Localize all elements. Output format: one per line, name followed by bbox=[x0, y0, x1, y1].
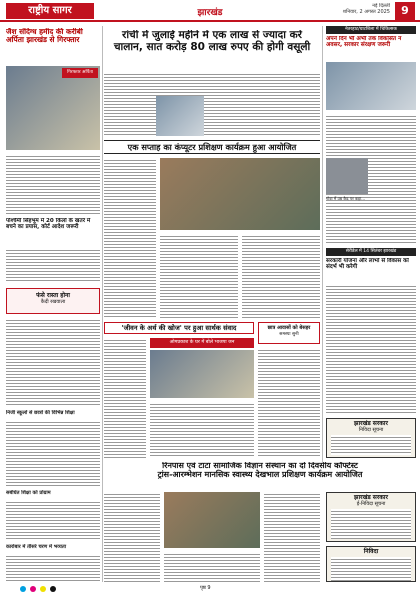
print-color-bar bbox=[0, 584, 420, 594]
left-bottom-text-3 bbox=[6, 554, 100, 582]
center-col-text-3 bbox=[242, 234, 320, 318]
mid-right-box-sub: समस्या सुनी bbox=[279, 332, 299, 337]
mid-feature-text bbox=[104, 338, 146, 458]
left-mid-headline: पश्चिमी सिंहभूम में 20 किलो के खतरे में बचने का प्रयास, कोर्ट आदेश जरूरी bbox=[6, 218, 91, 231]
right-mid-headline: सरकारी योजना और लाभों से विकास को संदर्भ भी करेगी bbox=[326, 258, 409, 271]
left-bottom-headline-1: निजी स्कूलों से छात्रों की विभिन्न शिक्षा bbox=[6, 410, 75, 416]
bottom-text-3 bbox=[264, 492, 320, 582]
left-bottom-headline-3: कारोबार में तीसरे चरण में भव्यता bbox=[6, 544, 67, 550]
ad1-text bbox=[331, 435, 411, 455]
ad2-title: झारखंड सरकार bbox=[354, 494, 388, 501]
left-photo-caption: गिरफ्तार अर्पिता bbox=[62, 68, 98, 78]
ad-box-1 bbox=[326, 418, 416, 458]
bottom-photo bbox=[164, 492, 260, 548]
mid-feature-text-2 bbox=[150, 402, 254, 458]
lead-headline-line2: चालान, सात करोड़ 80 लाख रुपए की होगी वसूली bbox=[113, 40, 311, 53]
bottom-text-1 bbox=[104, 492, 160, 582]
newspaper-brand: राष्ट्रीय सागर bbox=[6, 3, 94, 19]
mid-feature-photo bbox=[150, 350, 254, 398]
color-dot-black bbox=[50, 586, 56, 592]
mid-right-box bbox=[258, 322, 320, 344]
center-right-photo bbox=[326, 158, 368, 194]
mid-right-box-headline: छात्र आवासों को बेसहर bbox=[267, 325, 311, 331]
page-number: 9 bbox=[395, 2, 415, 20]
section-title: झारखंड bbox=[197, 8, 223, 18]
left-bottom-headline-2: सबंधित शिक्षा को प्रोग्राम bbox=[6, 490, 51, 496]
left-box-text: कैदी रखवाला bbox=[40, 299, 66, 305]
right-mid-kicker: सेरीडेल में 14 सितंबर झारखंड bbox=[326, 248, 416, 256]
center-col-text-2 bbox=[160, 234, 238, 318]
edition-info: नई दिल्ली शनिवार, 2 अगस्त 2025 bbox=[342, 3, 390, 15]
color-dot-yellow bbox=[40, 586, 46, 592]
lead-headline bbox=[104, 30, 320, 68]
left-box bbox=[6, 288, 100, 314]
right-top-kicker: नेतरहाट/घाटशिला में चिकित्सक bbox=[326, 26, 416, 34]
center-banner-headline: एक सप्ताह का कंप्यूटर प्रशिक्षण कार्यक्रम हुआ आयोजित bbox=[104, 140, 320, 154]
bottom-text-2 bbox=[164, 552, 260, 582]
training-group-photo bbox=[160, 158, 320, 230]
column-rule-1 bbox=[102, 26, 103, 582]
bottom-banner-line1: रिनपास एवं टाटा सामाजिक विज्ञान संस्थान का दो दिवसीय कॉफ्टेस्ट bbox=[162, 462, 358, 470]
left-bottom-text-1 bbox=[6, 420, 100, 486]
mid-feature-headline: 'जीवन के अर्थ की खोज' पर हुआ सार्थक संवाद bbox=[104, 322, 254, 334]
bottom-banner-headline bbox=[104, 462, 416, 488]
left-story-headline: जैश संदिग्ध हमीद की करीबी अर्पिता झारखंड से गिरफ्तार bbox=[6, 28, 83, 45]
ad1-title: झारखंड सरकार bbox=[354, 420, 388, 427]
lead-headline-line1: रांची में जुलाई महीने में एक लाख से ज्यादा करें bbox=[122, 30, 302, 41]
left-story-photo bbox=[6, 66, 100, 150]
ad-box-2 bbox=[326, 492, 416, 542]
bottom-banner-line2: ट्रांस-आरम्भेशन मानसिक स्वास्थ्य देखभाल प्रशिक्षण कार्यक्रम आयोजित bbox=[157, 469, 363, 479]
ad2-text bbox=[331, 509, 411, 539]
color-dot-magenta bbox=[30, 586, 36, 592]
footer-page-label: पृष्ठ 9 bbox=[200, 585, 211, 591]
lead-body-text bbox=[104, 72, 320, 136]
ad3-text bbox=[331, 557, 411, 581]
left-mid-text bbox=[6, 248, 100, 282]
column-rule-2 bbox=[322, 26, 323, 462]
left-bottom-text-2 bbox=[6, 500, 100, 540]
center-right-caption: गोवा में उम्र कैद पर कहा... bbox=[326, 196, 366, 201]
right-mid-text bbox=[326, 284, 416, 414]
right-top-photo bbox=[326, 62, 416, 110]
ad3-title: निविदा bbox=[363, 548, 379, 555]
lead-photo bbox=[156, 96, 204, 136]
left-story-text bbox=[6, 154, 100, 214]
mid-inset-title: ओमप्रकाश के घर में बोले भाजपा जन bbox=[150, 338, 254, 348]
ad2-sub: ई-निविदा सूचना bbox=[356, 501, 386, 507]
ad1-sub: निविदा सूचना bbox=[358, 427, 384, 433]
center-col-text-1 bbox=[104, 158, 156, 318]
mid-right-text bbox=[258, 348, 320, 458]
left-box-headline: फंसे रास्ता होना bbox=[36, 292, 70, 299]
ad-box-3 bbox=[326, 546, 416, 582]
left-lower-text bbox=[6, 318, 100, 406]
right-top-headline: अपने दिन भी अभी तक विकसित न अवसर, सरकार संरक्षण जरूरी bbox=[326, 36, 402, 49]
color-dot-cyan bbox=[20, 586, 26, 592]
